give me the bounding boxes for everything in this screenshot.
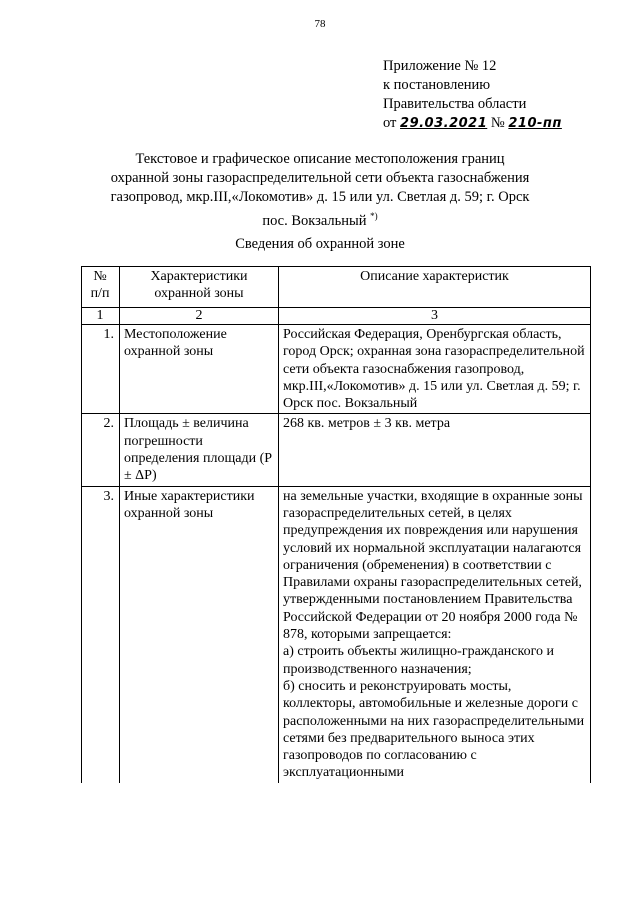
row-description: 268 кв. метров ± 3 кв. метра <box>279 414 591 486</box>
row-description: на земельные участки, входящие в охранные зоны газораспределительных сетей, в целях предупреждения их повреждения или нарушения условий их нормальной эксплуатации налагаются ограничения (обременения) в соответствии с Правилами охраны газораспределительных сетей, утвержденными постановлением Правительства Российской Федерации от 20 ноября 2000 года № 878, которыми запрещается: <box>283 488 583 643</box>
handwritten-number: 210-пп <box>508 116 562 131</box>
number-sign: № <box>490 115 505 131</box>
page-number: 78 <box>314 18 326 30</box>
row-number: 3. <box>82 486 120 783</box>
row-description: Российская Федерация, Оренбургская область, город Орск; охранная зона газораспределительной сети объекта газоснабжения газопровод, мкр.III,«Локомотив» д. 15 или ул. Светлая д. 59; г. Орск пос. Вокзальный <box>279 325 591 414</box>
restriction-item: б) сносить и реконструировать мосты, коллекторы, автомобильные и железные дороги с расположенными на них газораспределительными сетями без предварительного выноса этих газопроводов по согласованию с эксплуатационными <box>283 678 585 781</box>
column-number-cell: 2 <box>120 308 279 325</box>
appendix-line: к постановлению <box>383 77 491 93</box>
row-characteristic: Иные характеристики охранной зоны <box>120 486 279 783</box>
restriction-item: а) строить объекты жилищно-гражданского и производственного назначения; <box>283 644 554 677</box>
row-characteristic: Площадь ± величина погрешности определения площади (P ± ΔP) <box>120 414 279 486</box>
title-line: охранной зоны газораспределительной сети объекта газоснабжения <box>110 170 530 186</box>
title-line: Текстовое и графическое описание местоположения границ <box>135 151 505 167</box>
table-row <box>82 486 591 783</box>
header-cell-number: № п/п <box>82 267 120 308</box>
date-prefix: от <box>383 115 397 131</box>
title-line: газопровод, мкр.III,«Локомотив» д. 15 или ул. Светлая д. 59; г. Орск <box>110 189 530 205</box>
header-cell-description: Описание характеристик <box>279 267 591 308</box>
section-title: Сведения об охранной зоне <box>235 236 405 252</box>
row-number: 2. <box>82 414 120 486</box>
column-number-cell: 1 <box>82 308 120 325</box>
column-number-cell: 3 <box>279 308 591 325</box>
title-line-last <box>60 207 580 231</box>
appendix-date-line <box>383 114 562 133</box>
table-row <box>82 414 591 486</box>
row-characteristic: Местоположение охранной зоны <box>120 325 279 414</box>
handwritten-date: 29.03.2021 <box>400 116 488 131</box>
header-cell-characteristics: Характеристики охранной зоны <box>120 267 279 308</box>
zone-info-table <box>81 266 591 783</box>
row-number: 1. <box>82 325 120 414</box>
table-header-row <box>82 267 591 308</box>
appendix-block <box>383 57 562 133</box>
appendix-line: Приложение № 12 <box>383 58 497 74</box>
table-row <box>82 325 591 414</box>
column-number-row <box>82 308 591 325</box>
document-title <box>60 150 580 231</box>
appendix-line: Правительства области <box>383 96 527 112</box>
title-line: пос. Вокзальный <box>262 212 367 229</box>
footnote-mark: *) <box>370 211 378 221</box>
row-description-cell <box>279 486 591 783</box>
